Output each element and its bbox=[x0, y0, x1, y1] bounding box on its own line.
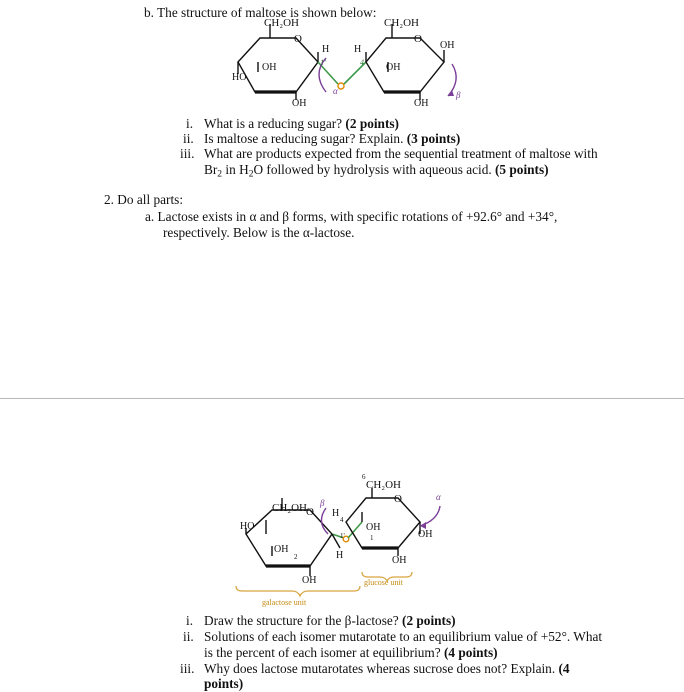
lactose-glucose-oh-bottom: OH bbox=[392, 555, 407, 566]
lactose-q1-text-b: -lactose? bbox=[351, 613, 399, 628]
lactose-q3-points-a: (4 bbox=[558, 661, 570, 676]
part-b-q3-points: (5 points) bbox=[495, 162, 549, 177]
lactose-q2-line1: Solutions of each isomer mutarotate to an equilibrium value of +52°. What bbox=[204, 629, 603, 644]
maltose-right-oh-mid: OH bbox=[386, 62, 401, 73]
galactose-unit-label: galactose unit bbox=[262, 598, 307, 607]
q3-rest: O followed by hydrolysis with aqueous acid. bbox=[253, 162, 492, 177]
lactose-left-ch2oh: CH₂OH bbox=[272, 502, 308, 514]
lactose-q2-points: (4 points) bbox=[444, 645, 498, 660]
lactose-q2-num: ii. bbox=[183, 629, 194, 644]
lactose-beta-arrow bbox=[321, 508, 328, 534]
q3-in-h: in H bbox=[222, 162, 249, 177]
glucose-unit-label: glucose unit bbox=[364, 578, 403, 587]
lactose-q1-num: i. bbox=[186, 613, 194, 628]
maltose-right-oh-bottom: OH bbox=[414, 98, 429, 109]
maltose-bridge-oxygen bbox=[338, 83, 344, 89]
maltose-right-ring-oxygen: O bbox=[414, 33, 422, 45]
part-b-q3-line2 bbox=[204, 161, 549, 182]
maltose-alpha-label: α bbox=[333, 86, 338, 96]
lactose-alpha-arrow bbox=[420, 506, 440, 526]
q3-br: Br bbox=[204, 162, 218, 177]
lactose-structure bbox=[0, 470, 684, 620]
galactose-unit-brace bbox=[236, 586, 360, 596]
maltose-structure bbox=[0, 14, 684, 124]
part-b-q3-num: iii. bbox=[180, 146, 195, 161]
part-b-q1-text: What is a reducing sugar? bbox=[204, 116, 343, 131]
part-b-heading: b. The structure of maltose is shown below: bbox=[144, 5, 377, 20]
lactose-c4-label: 4 bbox=[340, 516, 344, 524]
maltose-c4-label: 4 bbox=[360, 58, 364, 67]
q3-h-subscript: 2 bbox=[248, 168, 254, 180]
page-divider bbox=[0, 398, 684, 399]
lactose-c6-label: 6 bbox=[362, 473, 366, 481]
maltose-left-oh-bottom: OH bbox=[292, 98, 307, 109]
lactose-alpha-label: α bbox=[436, 492, 441, 502]
maltose-right-ring bbox=[366, 24, 444, 100]
lactose-q1 bbox=[204, 612, 456, 629]
part-b-q2-text: Is maltose a reducing sugar? Explain. bbox=[204, 131, 404, 146]
lactose-q3-text: Why does lactose mutarotates whereas sucrose does not? Explain. bbox=[204, 661, 556, 676]
maltose-beta-label: β bbox=[456, 90, 461, 100]
part-b-q1-points: (2 points) bbox=[345, 116, 399, 131]
lactose-galactose-oh-mid: OH bbox=[274, 544, 289, 555]
lactose-q1-text-a: Draw the structure for the bbox=[204, 613, 345, 628]
maltose-right-ch2oh: CH₂OH bbox=[384, 17, 420, 29]
lactose-c2-label: 2 bbox=[294, 553, 298, 561]
lactose-h-top: H bbox=[332, 508, 340, 519]
lactose-beta-label: β bbox=[320, 498, 325, 508]
lactose-galactose-oh-bottom: OH bbox=[302, 575, 317, 586]
lactose-q1-points: (2 points) bbox=[402, 613, 456, 628]
maltose-c1-label: 1' bbox=[320, 58, 326, 67]
lactose-left-ring-oxygen: O bbox=[306, 506, 314, 518]
lactose-c1p-label: 1' bbox=[340, 532, 345, 540]
section-2-heading: 2. Do all parts: bbox=[104, 192, 184, 207]
maltose-left-ch2oh: CH₂OH bbox=[264, 17, 300, 29]
part-b-q2-num: ii. bbox=[183, 131, 194, 146]
part-b-q3-line1: What are products expected from the sequential treatment of maltose with bbox=[204, 146, 598, 161]
maltose-left-ring-oxygen: O bbox=[294, 33, 302, 45]
lactose-h-bottom: H bbox=[336, 550, 344, 561]
maltose-ho: HO bbox=[232, 72, 247, 83]
maltose-left-oh-mid: OH bbox=[262, 62, 277, 73]
maltose-left-h: H bbox=[322, 44, 330, 55]
lactose-ho: HO bbox=[240, 521, 255, 532]
lactose-c1-label: 1 bbox=[370, 534, 374, 542]
maltose-left-ring bbox=[238, 24, 318, 100]
lactose-q2-line2 bbox=[204, 644, 498, 661]
lactose-q3-num: iii. bbox=[180, 661, 195, 676]
lactose-q3-points-b: points) bbox=[204, 676, 244, 691]
lactose-glucose-oh-mid: OH bbox=[366, 522, 381, 533]
section-2a-line1: a. Lactose exists in α and β forms, with specific rotations of +92.6° and +34°, bbox=[145, 209, 558, 224]
lactose-glucose-ring bbox=[346, 488, 420, 556]
lactose-glucose-oh-right: OH bbox=[418, 529, 433, 540]
q3-br-subscript: 2 bbox=[217, 168, 223, 180]
lactose-right-ch2oh: CH₂OH bbox=[366, 479, 402, 491]
lactose-q1-beta: β bbox=[344, 613, 352, 628]
part-b-q1-num: i. bbox=[186, 116, 194, 131]
lactose-q3-line1 bbox=[204, 660, 570, 677]
lactose-right-ring-oxygen: O bbox=[394, 493, 402, 505]
maltose-right-oh-top: OH bbox=[440, 40, 455, 51]
maltose-right-h: H bbox=[354, 44, 362, 55]
lactose-q2-text: is the percent of each isomer at equilibrium? bbox=[204, 645, 441, 660]
section-2a-line2: respectively. Below is the α-lactose. bbox=[163, 225, 355, 240]
part-b-q2-points: (3 points) bbox=[406, 131, 461, 146]
